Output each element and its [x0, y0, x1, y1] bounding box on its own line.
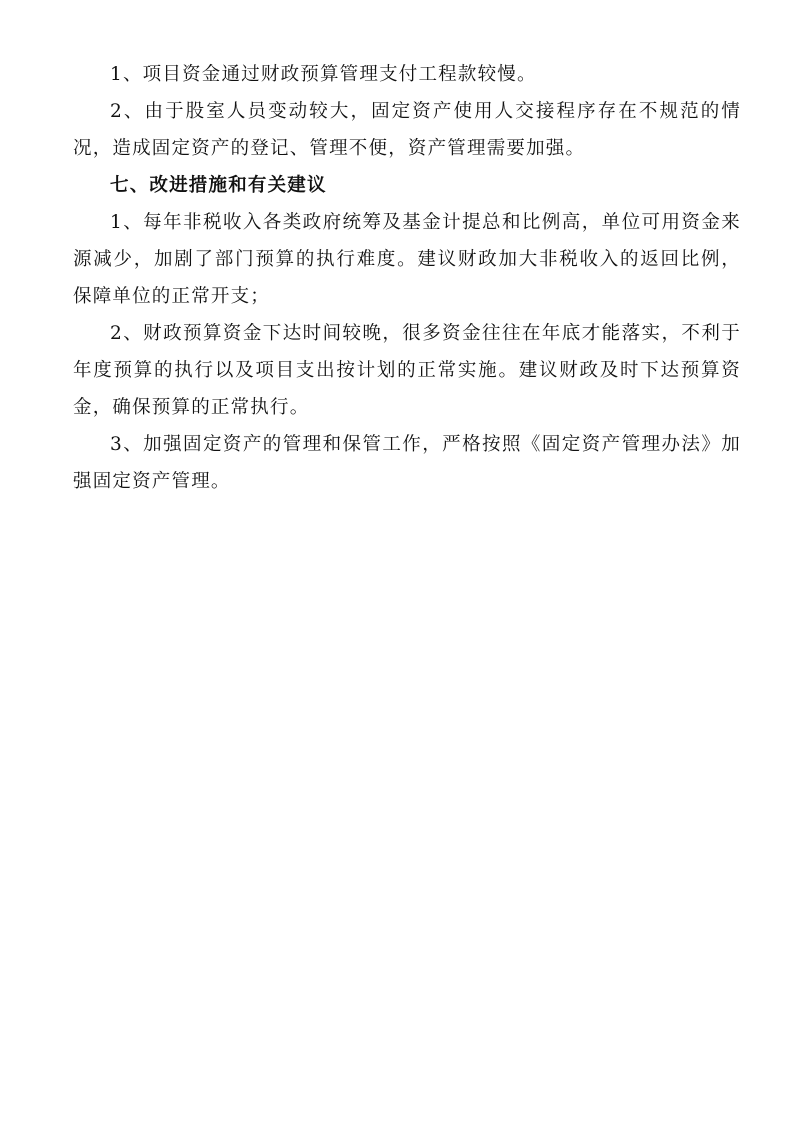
paragraph-suggestion-1: 1、每年非税收入各类政府统筹及基金计提总和比例高，单位可用资金来源减少，加剧了部门预算的执行难度。建议财政加大非税收入的返回比例，保障单位的正常开支；	[73, 212, 741, 307]
document-body	[73, 56, 741, 500]
paragraph-suggestion-2: 2、财政预算资金下达时间较晚，很多资金往往在年底才能落实，不利于年度预算的执行以及项目支出按计划的正常实施。建议财政及时下达预算资金，确保预算的正常执行。	[73, 323, 741, 418]
paragraph-problem-1: 1、项目资金通过财政预算管理支付工程款较慢。	[110, 64, 537, 85]
section-heading-improvements: 七、改进措施和有关建议	[110, 175, 327, 196]
paragraph-problem-2: 2、由于股室人员变动较大，固定资产使用人交接程序存在不规范的情况，造成固定资产的登记、管理不便，资产管理需要加强。	[73, 101, 741, 159]
paragraph-suggestion-3: 3、加强固定资产的管理和保管工作，严格按照《固定资产管理办法》加强固定资产管理。	[73, 434, 741, 492]
